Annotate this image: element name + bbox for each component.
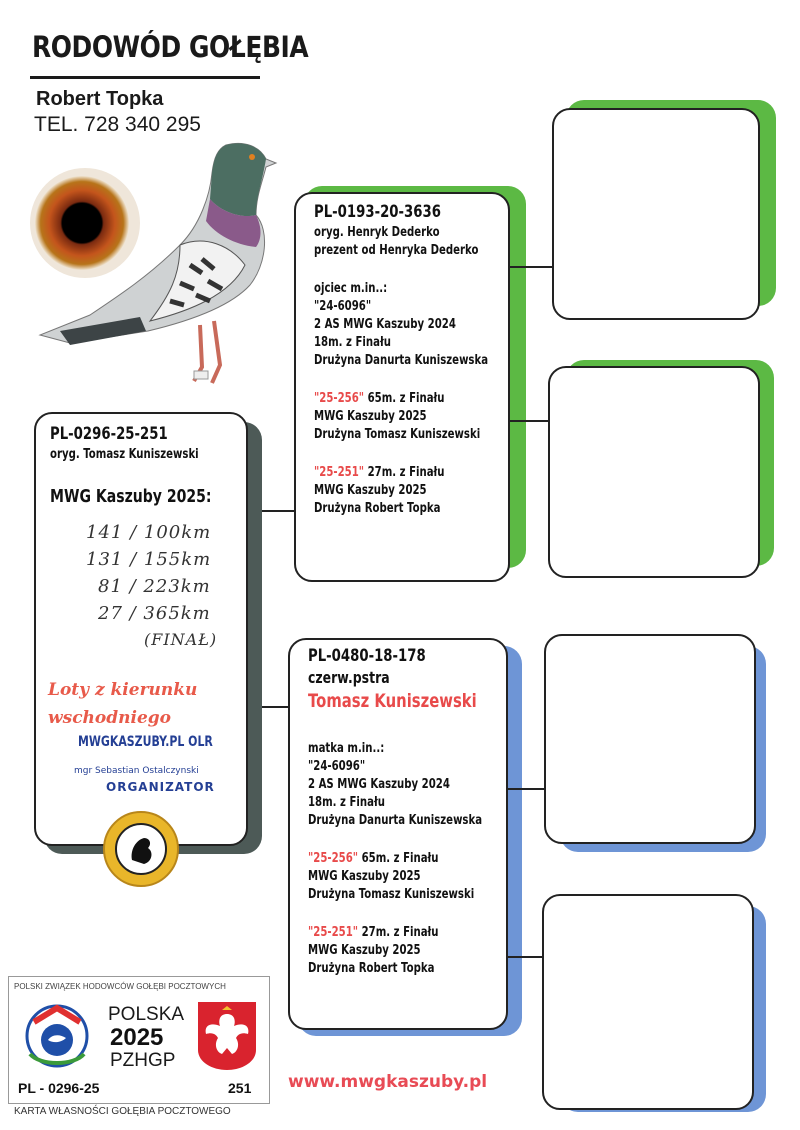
father-c-ring: "25-251" <box>314 465 365 480</box>
mother-card <box>288 638 508 1030</box>
ownership-org: PZHGP <box>110 1050 176 1071</box>
mother-b-race: MWG Kaszuby 2025 <box>308 869 421 884</box>
father-card <box>294 192 510 582</box>
title-underline <box>30 76 260 79</box>
race-heading: MWG Kaszuby 2025: <box>50 486 212 507</box>
ownership-card-top: POLSKI ZWIĄZEK HODOWCÓW GOŁĘBI POCZTOWYCH <box>14 982 226 991</box>
mother-b-place: 65m. z Finału <box>358 851 439 866</box>
note-line-1: Loty z kierunku <box>48 680 198 700</box>
result-4: 27 / 365km <box>98 603 211 624</box>
owner-phone: TEL. 728 340 295 <box>34 113 201 136</box>
connector-father-gp1 <box>510 266 552 268</box>
father-ring-number: PL-0193-20-3636 <box>314 202 441 222</box>
result-1: 141 / 100km <box>86 522 212 543</box>
main-origin: oryg. Tomasz Kuniszewski <box>50 447 199 462</box>
main-ring-number: PL-0296-25-251 <box>50 424 168 444</box>
connector-father-gp2 <box>510 420 550 422</box>
stamp-line-1: MWGKASZUBY.PL OLR <box>78 734 213 750</box>
website-link[interactable]: www.mwgkaszuby.pl <box>288 1072 488 1092</box>
owner-name: Robert Topka <box>36 88 164 110</box>
father-origin: oryg. Henryk Dederko <box>314 225 440 240</box>
father-b-ring: "25-256" <box>314 391 365 406</box>
ownership-card-bottom: KARTA WŁASNOŚCI GOŁĘBIA POCZTOWEGO <box>14 1106 231 1117</box>
connector-mother-gp4 <box>508 956 544 958</box>
father-c-team: Drużyna Robert Topka <box>314 501 441 516</box>
result-2: 131 / 155km <box>86 549 212 570</box>
mother-a-team: Drużyna Danurta Kuniszewska <box>308 813 483 828</box>
mother-intro: matka m.in..: <box>308 741 385 756</box>
connector-mother-gp3 <box>508 788 546 790</box>
grandparent-card-4 <box>542 894 754 1110</box>
father-gift: prezent od Henryka Dederko <box>314 243 479 258</box>
father-intro: ojciec m.in..: <box>314 281 388 296</box>
father-b-team: Drużyna Tomasz Kuniszewski <box>314 427 481 442</box>
mother-b-team: Drużyna Tomasz Kuniszewski <box>308 887 475 902</box>
result-3: 81 / 223km <box>98 576 211 597</box>
father-c-race: MWG Kaszuby 2025 <box>314 483 427 498</box>
result-5: (FINAŁ) <box>144 630 218 649</box>
mother-a-ring: "24-6096" <box>308 759 366 774</box>
mother-breeder: Tomasz Kuniszewski <box>308 690 477 712</box>
connector-main-father <box>262 510 296 512</box>
ownership-country: POLSKA <box>108 1004 185 1025</box>
mother-a-title: 2 AS MWG Kaszuby 2024 <box>308 777 450 792</box>
grandparent-card-2 <box>548 366 760 578</box>
mother-b-ring: "25-256" <box>308 851 359 866</box>
father-b-place: 65m. z Finału <box>364 391 445 406</box>
pigeon-eye-illustration <box>30 135 290 405</box>
ownership-ring-number: 251 <box>228 1080 252 1096</box>
ownership-ring-prefix: PL - 0296-25 <box>18 1080 100 1096</box>
father-a-title: 2 AS MWG Kaszuby 2024 <box>314 317 456 332</box>
connector-main-mother <box>262 706 290 708</box>
mother-c-race: MWG Kaszuby 2025 <box>308 943 421 958</box>
note-line-2: wschodniego <box>48 708 172 728</box>
grandparent-card-3 <box>544 634 756 844</box>
polish-eagle-emblem <box>196 1000 258 1072</box>
ownership-year: 2025 <box>110 1024 164 1051</box>
mother-c-place: 27m. z Finału <box>358 925 439 940</box>
father-c-place: 27m. z Finału <box>364 465 445 480</box>
mother-color: czerw.pstra <box>308 668 390 687</box>
mother-a-place: 18m. z Finału <box>308 795 385 810</box>
mother-ring-number: PL-0480-18-178 <box>308 646 426 666</box>
mother-c-ring: "25-251" <box>308 925 359 940</box>
mother-c-team: Drużyna Robert Topka <box>308 961 435 976</box>
father-a-place: 18m. z Finału <box>314 335 391 350</box>
father-b-race: MWG Kaszuby 2025 <box>314 409 427 424</box>
father-a-team: Drużyna Danurta Kuniszewska <box>314 353 489 368</box>
father-a-ring: "24-6096" <box>314 299 372 314</box>
grandparent-card-1 <box>552 108 760 320</box>
pzhgp-logo <box>20 1000 94 1072</box>
stamp-line-3: ORGANIZATOR <box>106 780 215 794</box>
page-title: RODOWÓD GOŁĘBIA <box>32 30 309 64</box>
club-seal-logo <box>102 810 180 888</box>
stamp-line-2: mgr Sebastian Ostalczynski <box>74 766 199 776</box>
main-bird-card <box>34 412 248 846</box>
